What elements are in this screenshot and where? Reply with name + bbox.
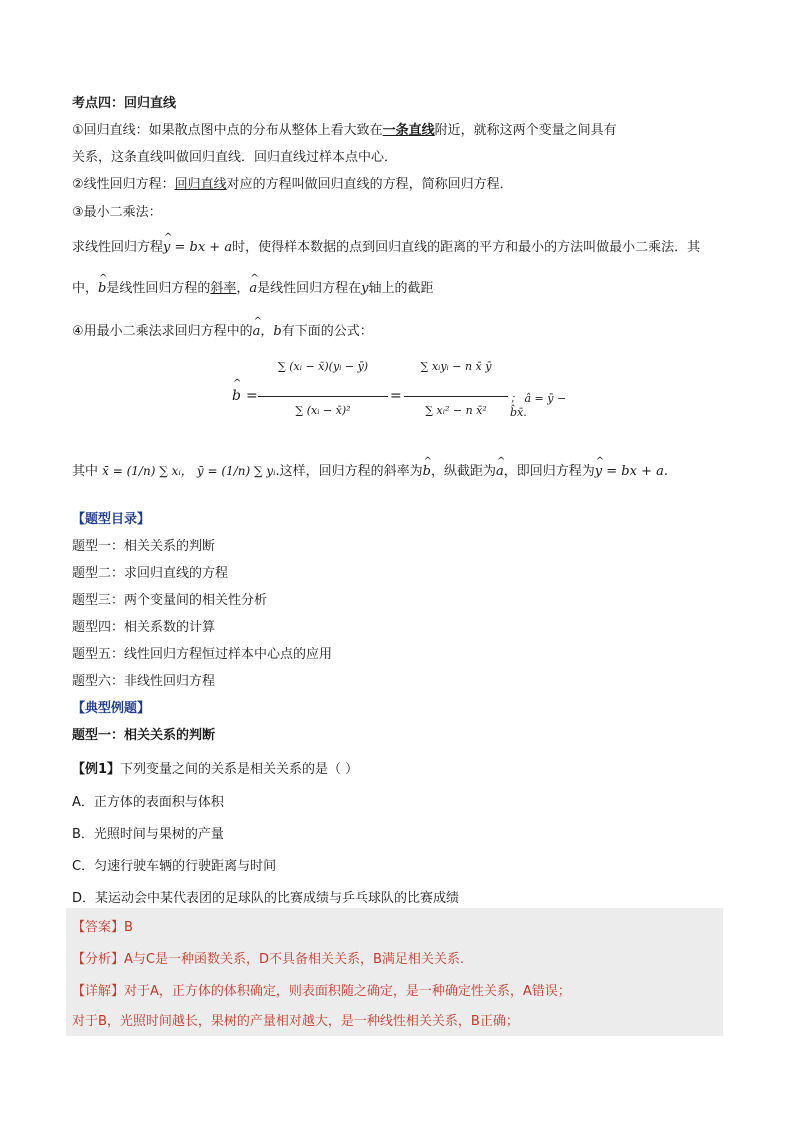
text-span: ②线性回归方程：	[72, 177, 175, 192]
paragraph-regression-line-cont: 关系，这条直线叫做回归直线．回归直线过样本点中心．	[72, 150, 398, 165]
detail-label: 【详解】	[72, 984, 125, 999]
text-span: 求线性回归方程	[72, 240, 164, 255]
catalog-item: 题型二：求回归直线的方程	[72, 566, 229, 581]
detail-text: 对于A，正方体的体积确定，则表面积随之确定，是一种确定性关系，A错误；	[124, 984, 571, 999]
catalog-item: 题型三：两个变量间的相关性分析	[72, 593, 268, 608]
formula-numerator-2: ∑ xᵢyᵢ − n x̄ ȳ	[420, 360, 492, 373]
paragraph-formula-intro	[72, 322, 373, 342]
paragraph-least-squares: ③最小二乘法：	[72, 205, 162, 220]
catalog-item: 题型四：相关系数的计算	[72, 620, 216, 635]
analysis-text: A与C是一种函数关系，D不具备相关关系，B满足相关关系.	[124, 952, 465, 967]
underlined-term: 一条直线	[382, 123, 435, 138]
regression-equation-inline: ^ y = bx + a	[163, 238, 232, 258]
paragraph-means	[72, 461, 668, 482]
catalog-item: 题型一：相关关系的判断	[72, 539, 216, 554]
section-title: 考点四：回归直线	[72, 96, 177, 111]
regression-equation-inline: ^ y = bx + a.	[595, 462, 668, 482]
catalog-item: 题型五：线性回归方程恒过样本中心点的应用	[72, 647, 333, 662]
paragraph-slope-intercept	[72, 279, 434, 299]
text-span: 轴上的截距	[368, 281, 434, 296]
equals-sign: =	[390, 388, 402, 404]
option-b: B．光照时间与果树的产量	[72, 827, 224, 842]
y-symbol: y	[361, 281, 369, 296]
question-text: 下列变量之间的关系是相关关系的是（ ）	[120, 762, 359, 777]
text-span: 中，	[72, 281, 99, 296]
text-span: 附近，就称这两个变量之间具有	[434, 123, 617, 138]
answer-label: 【答案】	[72, 920, 125, 935]
question-type-title: 题型一：相关关系的判断	[72, 728, 216, 743]
formula-denominator-2: ∑ xᵢ² − n x̄²	[425, 404, 487, 417]
paragraph-regression-equation	[72, 175, 513, 195]
formula-denominator-1: ∑ (xᵢ − x̄)²	[295, 404, 351, 417]
answer-value: B	[124, 920, 133, 935]
example-label: 【例1】	[72, 762, 121, 777]
paragraph-regression-line	[72, 121, 617, 141]
text-span: 其中	[72, 464, 99, 479]
text-span: 有下面的公式：	[281, 324, 373, 339]
b-hat-symbol: ^ b	[98, 279, 106, 299]
a-hat-symbol: ^ a	[249, 279, 257, 299]
formula-numerator-1: ∑ (xᵢ − x̄)(yᵢ − ȳ)	[277, 360, 369, 373]
fraction-bar	[404, 396, 508, 397]
detail-line-2: 对于B，光照时间越长，果树的产量相对越大，是一种线性相关关系，B正确；	[72, 1014, 519, 1029]
fraction-bar	[258, 396, 388, 397]
a-hat-symbol: ^ a	[496, 462, 504, 482]
text-span: 是线性回归方程在	[257, 281, 362, 296]
x-bar-definition: x̄ = (1/n) ∑ xᵢ，	[102, 464, 193, 478]
b-hat-symbol: ^ b	[423, 462, 431, 482]
paragraph-least-squares-def	[72, 238, 700, 258]
formula-lhs-b-hat: ^ b	[232, 388, 241, 404]
answer-line	[72, 918, 133, 938]
a-b-hat-symbols: ^ a，b	[253, 322, 282, 342]
option-c: C．匀速行驶车辆的行驶距离与时间	[72, 859, 277, 874]
analysis-label: 【分析】	[72, 952, 125, 967]
option-d: D．某运动会中某代表团的足球队的比赛成绩与乒乓球队的比赛成绩	[72, 891, 460, 906]
examples-heading: 【典型例题】	[72, 701, 151, 716]
example-question	[72, 760, 358, 780]
text-span: ④用最小二乘法求回归方程中的	[72, 324, 253, 339]
text-span: .这样，回归方程的斜率为	[275, 464, 423, 479]
y-bar-definition: ȳ = (1/n) ∑ yᵢ	[196, 464, 276, 478]
text-span: 是线性回归方程的	[106, 281, 211, 296]
text-span: ，即回归方程为	[503, 464, 595, 479]
analysis-line	[72, 950, 464, 970]
text-span: ，纵截距为	[431, 464, 497, 479]
text-span: ，	[236, 281, 250, 296]
text-span: 时，使得样本数据的点到回归直线的距离的平方和最小的方法叫做最小二乘法．其	[232, 240, 701, 255]
option-a: A．正方体的表面积与体积	[72, 795, 224, 810]
text-span: 对应的方程叫做回归直线的方程，简称回归方程．	[226, 177, 513, 192]
least-squares-formula	[228, 354, 568, 440]
catalog-item: 题型六：非线性回归方程	[72, 674, 216, 689]
formula-a-hat: ； â = ȳ − b̂x̄.	[510, 392, 567, 419]
equals-sign: =	[246, 388, 258, 404]
underlined-term: 斜率	[210, 281, 237, 296]
underlined-term: 回归直线	[174, 177, 227, 192]
catalog-heading: 【题型目录】	[72, 512, 151, 527]
text-span: ①回归直线：如果散点图中点的分布从整体上看大致在	[72, 123, 383, 138]
detail-line	[72, 982, 571, 1002]
